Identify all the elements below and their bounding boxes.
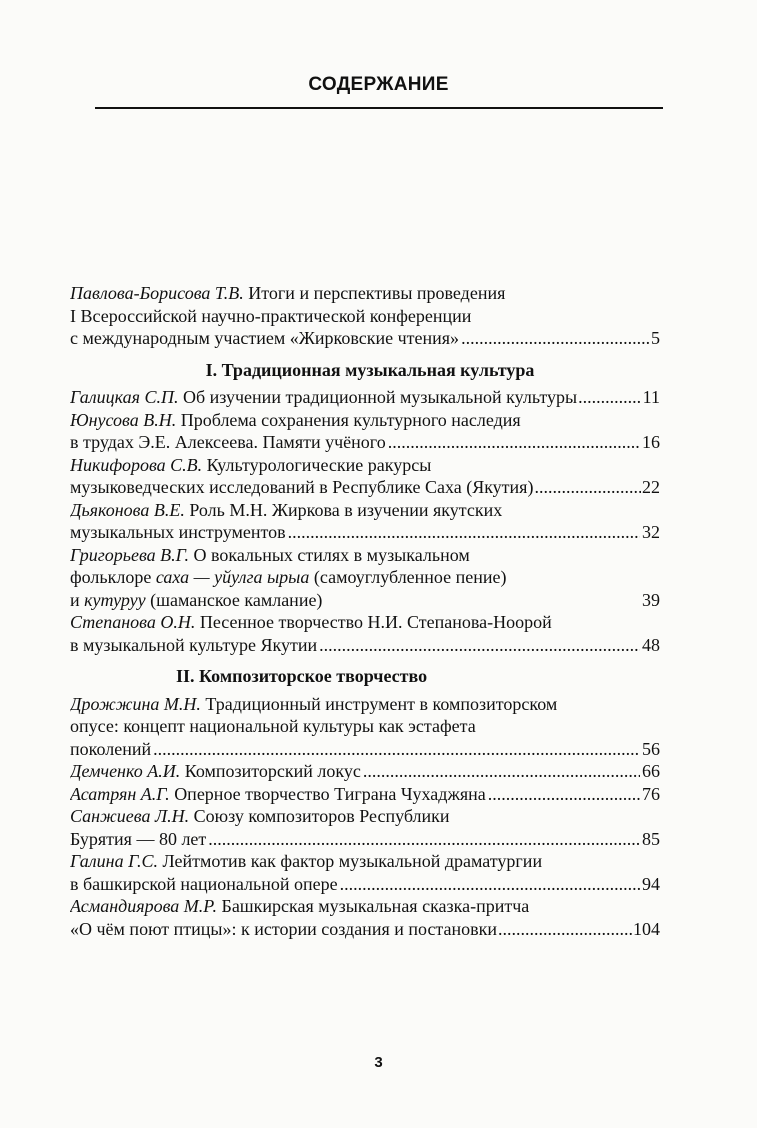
leader-dots xyxy=(153,738,640,761)
page-number: 3 xyxy=(374,1054,383,1071)
entry-author: Галицкая С.П. xyxy=(70,387,179,407)
entry-page: 11 xyxy=(642,387,660,407)
leader-dots xyxy=(208,828,640,851)
entry-page: 39 xyxy=(642,589,660,610)
table-of-contents xyxy=(70,282,660,940)
entry-title-italic: саха — уйулга ырыа xyxy=(155,567,310,587)
entry-page: 22 xyxy=(642,477,660,497)
entry-author: Галина Г.С. xyxy=(70,851,158,871)
entry-title: Композиторский локус xyxy=(180,761,361,781)
entry-author: Дьяконова В.Е. xyxy=(70,499,185,520)
leader-dots xyxy=(488,783,640,806)
toc-entry xyxy=(70,454,660,499)
leader-dots xyxy=(288,521,640,544)
entry-title-cont: в музыкальной культуре Якутии xyxy=(70,634,318,655)
entry-title-cont: в трудах Э.Е. Алексеева. Памяти учёного xyxy=(70,432,386,452)
section-title-2: II. Композиторское творчество xyxy=(176,666,428,686)
entry-page: 56 xyxy=(642,738,660,759)
entry-title: Об изучении традиционной музыкальной культуры xyxy=(178,387,578,407)
contents-heading: СОДЕРЖАНИЕ xyxy=(308,74,449,95)
leader-dots xyxy=(461,327,649,350)
entry-author: Григорьева В.Г. xyxy=(70,544,190,565)
entry-title-cont: опусе: концепт национальной культуры как эстафета xyxy=(70,716,476,736)
entry-page: 76 xyxy=(642,783,660,804)
heading-rule xyxy=(95,107,663,109)
entry-page: 85 xyxy=(642,828,660,849)
entry-author: Степанова О.Н. xyxy=(70,612,196,632)
toc-entry xyxy=(70,805,660,850)
leader-dots xyxy=(578,386,642,409)
entry-title-cont: музыковедческих исследований в Республике Саха (Якутия) xyxy=(70,477,534,497)
entry-page: 66 xyxy=(642,761,660,781)
leader-dots xyxy=(534,476,641,499)
entry-title-cont: поколений xyxy=(70,738,152,759)
entry-title: Песенное творчество Н.И. Степанова-Ноорой xyxy=(195,612,552,632)
toc-entry xyxy=(70,760,660,783)
entry-title-cont: «О чём поют птицы»: к истории создания и постановки xyxy=(70,918,498,939)
toc-entry xyxy=(70,783,660,806)
entry-author: Демченко А.И. xyxy=(70,761,181,781)
section-title-1: I. Традиционная музыкальная культура xyxy=(205,359,535,380)
entry-title: Башкирская музыкальная сказка-притча xyxy=(216,896,530,916)
entry-title-cont: (самоуглубленное пение) xyxy=(309,567,507,587)
leader-dots xyxy=(340,873,640,896)
entry-author: Павлова-Борисова Т.В. xyxy=(70,283,244,303)
entry-page: 48 xyxy=(642,634,660,655)
toc-entry xyxy=(70,499,660,544)
entry-title: Роль М.Н. Жиркова в изучении якутских xyxy=(184,499,503,520)
entry-title: Итоги и перспективы проведения xyxy=(243,283,506,303)
entry-title: Культурологические ракурсы xyxy=(202,454,432,475)
leader-dots xyxy=(388,431,640,454)
entry-title-cont: Бурятия — 80 лет xyxy=(70,828,207,849)
entry-title-cont: и xyxy=(70,589,85,610)
toc-entry xyxy=(70,850,660,895)
entry-author: Асмандиярова М.Р. xyxy=(70,896,217,916)
entry-title: Лейтмотив как фактор музыкальной драматургии xyxy=(157,851,543,871)
entry-title-cont: музыкальных инструментов xyxy=(70,522,286,542)
toc-entry xyxy=(70,895,660,940)
toc-entry xyxy=(70,544,660,612)
entry-title-cont: I Всероссийской научно-практической конференции xyxy=(70,305,472,326)
toc-entry xyxy=(70,386,660,409)
leader-dots xyxy=(319,634,640,657)
entry-title-cont: в башкирской национальной опере xyxy=(70,873,338,894)
entry-author: Асатрян А.Г. xyxy=(70,783,170,804)
entry-author: Дрожжина М.Н. xyxy=(70,693,201,714)
entry-title-cont: с международным участием «Жирковские чтения» xyxy=(70,328,460,348)
entry-author: Никифорова С.В. xyxy=(70,454,203,475)
toc-entry xyxy=(70,611,660,656)
entry-page: 16 xyxy=(642,432,660,452)
entry-page: 94 xyxy=(642,873,660,894)
entry-page: 5 xyxy=(651,328,660,348)
entry-author: Санжиева Л.Н. xyxy=(70,806,190,826)
leader-dots xyxy=(363,760,640,783)
entry-title: Оперное творчество Тиграна Чухаджяна xyxy=(169,783,486,804)
entry-title: О вокальных стилях в музыкальном xyxy=(189,544,470,565)
entry-page: 32 xyxy=(642,522,660,542)
entry-title: Союзу композиторов Республики xyxy=(189,806,450,826)
toc-entry-intro xyxy=(70,282,660,350)
toc-entry xyxy=(70,693,660,761)
leader-dots xyxy=(498,918,632,941)
entry-title-italic: кутуруу xyxy=(84,589,146,610)
toc-entry xyxy=(70,409,660,454)
entry-title: Традиционный инструмент в композиторском xyxy=(200,693,558,714)
entry-title: Проблема сохранения культурного наследия xyxy=(176,409,521,430)
entry-title-cont: (шаманское камлание) xyxy=(145,589,323,610)
entry-author: Юнусова В.Н. xyxy=(70,409,177,430)
entry-page: 104 xyxy=(633,918,660,939)
entry-title-cont: фольклоре xyxy=(70,567,156,587)
